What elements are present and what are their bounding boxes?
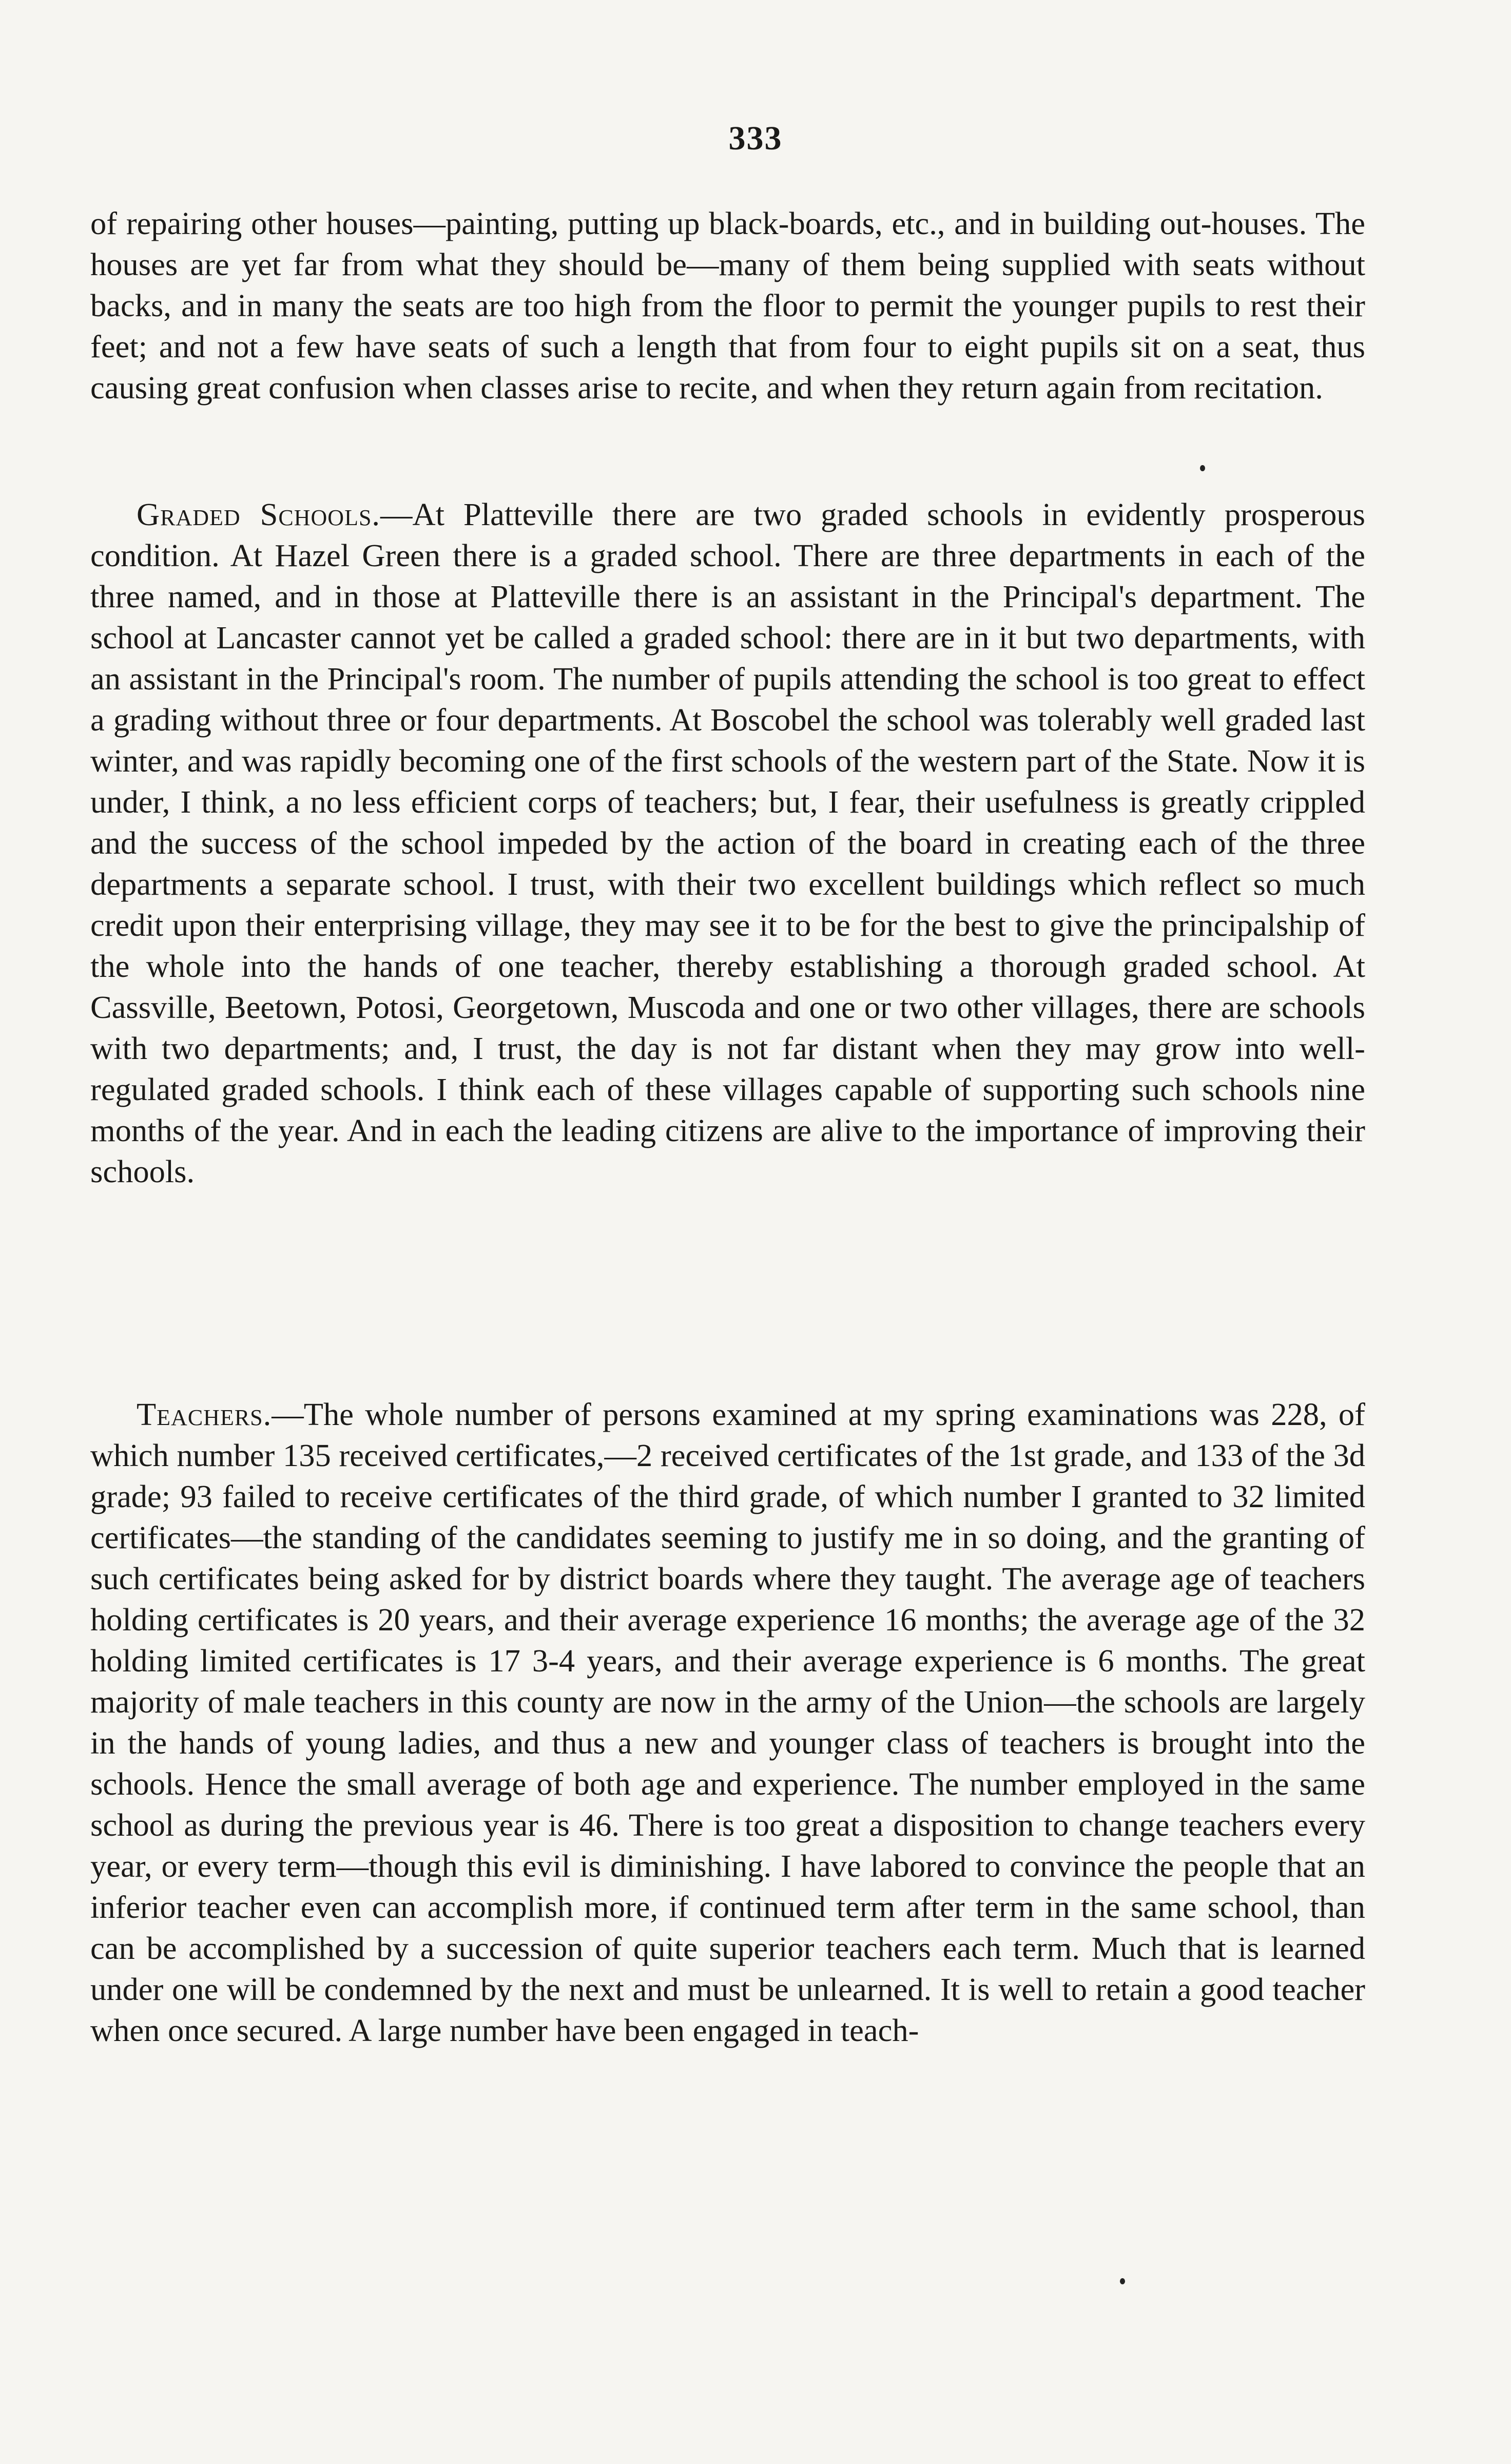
paragraph-text: —The whole number of persons examined at my spring examinations was 228, of which number 135 received certificates,—2 received certificates of the 1st grade, and 133 of the 3d grade; 93 failed to receive certificates of the third grade, of which number I granted to 32 limited certificates—the standing of the candidates seeming to justify me in so doing, and the granting of such certificates being asked for by district boards where they taught. The average age of teachers holding certificates is 20 years, and their average experience 16 months; the average age of the 32 holding limited certificates is 17 3-4 years, and their average experience is 6 months. The great majority of male teachers in this county are now in the army of the Union—the schools are largely in the hands of young ladies, and thus a new and younger class of teachers is brought into the schools. Hence the small average of both age and experience. The number employed in the same school as during the previous year is 46. There is too great a disposition to change teachers every year, or every term—though this evil is diminishing. I have labored to convince the people that an inferior teacher even can accomplish more, if continued term after term in the same school, than can be accomplished by a succession of quite superior teachers each term. Much that is learned under one will be condemned by the next and must be unlearned. It is well to retain a good teacher when once secured. A large number have been engaged in teach-	[90, 1396, 1365, 2048]
section-heading-teachers: Teachers.	[137, 1396, 272, 1432]
section-heading-graded-schools: Graded Schools.	[137, 496, 381, 532]
page-number: 333	[728, 120, 783, 157]
paragraph-repairing-houses	[90, 203, 1365, 408]
paragraph-graded-schools	[90, 494, 1365, 1192]
ink-speck	[1120, 2278, 1125, 2284]
ink-speck	[1200, 465, 1205, 471]
paragraph-text: —At Platteville there are two graded schools in evidently prosperous condition. At Hazel Green there is a graded school. There are three departments in each of the three named, and in those at Platteville there is an assistant in the Principal's department. The school at Lancaster cannot yet be called a graded school: there are in it but two departments, with an assistant in the Principal's room. The number of pupils attending the school is too great to effect a grading without three or four departments. At Boscobel the school was tolerably well graded last winter, and was rapidly becoming one of the first schools of the western part of the State. Now it is under, I think, a no less efficient corps of teachers; but, I fear, their usefulness is greatly crippled and the success of the school impeded by the action of the board in creating each of the three departments a separate school. I trust, with their two excellent buildings which reflect so much credit upon their enterprising village, they may see it to be for the best to give the principalship of the whole into the hands of one teacher, thereby establishing a thorough graded school. At Cassville, Beetown, Potosi, Georgetown, Muscoda and one or two other villages, there are schools with two departments; and, I trust, the day is not far distant when they may grow into well-regulated graded schools. I think each of these villages capable of supporting such schools nine months of the year. And in each the leading citizens are alive to the importance of improving their schools.	[90, 496, 1365, 1189]
paragraph-text: of repairing other houses—painting, putting up black-boards, etc., and in building out-houses. The houses are yet far from what they should be—many of them being supplied with seats without backs, and in many the seats are too high from the floor to permit the younger pupils to rest their feet; and not a few have seats of such a length that from four to eight pupils sit on a seat, thus causing great confusion when classes arise to recite, and when they return again from recitation.	[90, 205, 1365, 406]
paragraph-teachers	[90, 1394, 1365, 2051]
